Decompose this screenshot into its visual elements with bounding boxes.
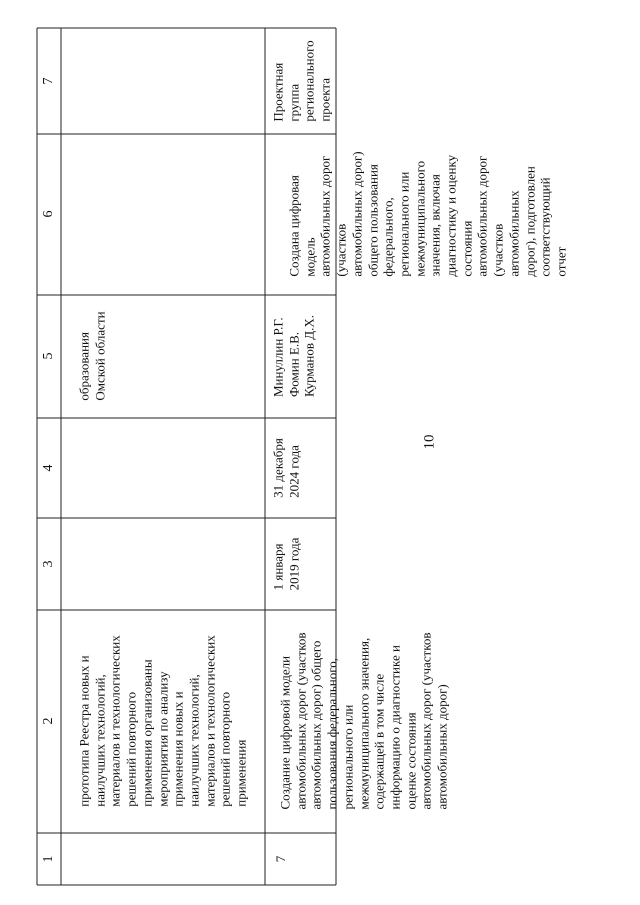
row2-col6-text: Создана цифровая модель автомобильных дорог (участков автомобильных дорог) общего пользования федерального, регионального или межмуниципального значения, включая диагностику и оценку состояния автомобильных дорог (участков автомобильных дорог), подготовлен соответствующий отчет [286,151,569,277]
row2-col7-text: Проектная группа регионального проекта [270,40,333,122]
row2-col2-text: Создание цифровой модели автомобильных дорог (участков автомобильных дорог) общего пользования федерального, регионального или межмуниципального значения, содержащей в том числе информацию о диагностике и оценке состояния автомобильных дорог (участков автомобильных дорог) [277,632,450,810]
row2-col3-text: 1 января 2019 года [270,537,301,591]
header-col-3: 3 [41,560,57,568]
header-col-5: 5 [41,352,57,360]
header-col-6: 6 [41,210,57,218]
header-col-1: 1 [41,855,57,863]
page-number: 10 [421,434,438,450]
row2-col1-number: 7 [273,855,289,863]
header-col-2: 2 [41,717,57,725]
row1-col2-text: прототипа Реестра новых и наилучших технологий, материалов и технологических решений повторного применения организованы мероприятия по анализу применения новых и наилучших технологий, материалов и технологических решений повторного применения [76,635,249,807]
header-col-7: 7 [41,77,57,85]
header-col-4: 4 [41,464,57,472]
row2-col4-text: 31 декабря 2024 года [270,438,301,498]
row1-col5-text: образования Омской области [76,311,107,401]
row2-col5-text: Минуллин Р.Г. Фомин Е.В. Курманов Д.Х. [270,314,317,398]
